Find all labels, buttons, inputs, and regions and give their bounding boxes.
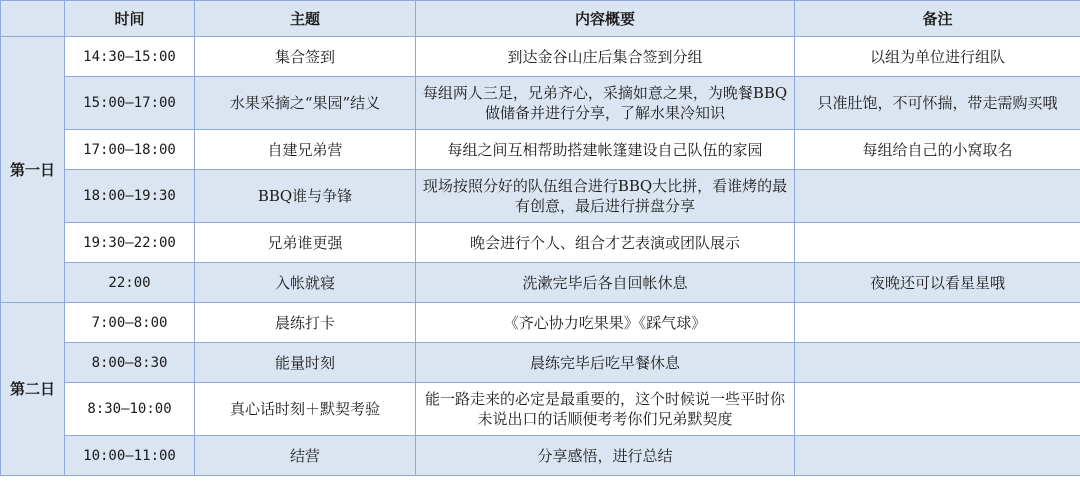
topic-cell: 结营 <box>195 436 416 476</box>
table-row <box>1 343 1080 383</box>
table-row <box>1 37 1080 77</box>
time-cell: 18:00—19:30 <box>65 170 195 223</box>
time-cell: 15:00—17:00 <box>65 77 195 130</box>
header-time: 时间 <box>65 1 195 37</box>
time-cell: 8:00—8:30 <box>65 343 195 383</box>
time-cell: 22:00 <box>65 263 195 303</box>
topic-cell: 自建兄弟营 <box>195 130 416 170</box>
header-topic: 主题 <box>195 1 416 37</box>
summary-cell: 洗漱完毕后各自回帐休息 <box>416 263 795 303</box>
summary-cell: 晨练完毕后吃早餐休息 <box>416 343 795 383</box>
topic-cell: 集合签到 <box>195 37 416 77</box>
time-cell: 14:30—15:00 <box>65 37 195 77</box>
remark-cell: 每组给自己的小窝取名 <box>795 130 1080 170</box>
summary-cell: 《齐心协力吃果果》《踩气球》 <box>416 303 795 343</box>
summary-cell: 晚会进行个人、组合才艺表演或团队展示 <box>416 223 795 263</box>
topic-cell: 兄弟谁更强 <box>195 223 416 263</box>
time-cell: 19:30—22:00 <box>65 223 195 263</box>
time-cell: 7:00—8:00 <box>65 303 195 343</box>
remark-cell: 只准肚饱，不可怀揣，带走需购买哦 <box>795 77 1080 130</box>
topic-cell: 晨练打卡 <box>195 303 416 343</box>
table-row <box>1 383 1080 436</box>
remark-cell <box>795 383 1080 436</box>
table-row <box>1 436 1080 476</box>
time-cell: 10:00—11:00 <box>65 436 195 476</box>
header-row <box>1 1 1080 37</box>
table-row <box>1 170 1080 223</box>
remark-cell <box>795 303 1080 343</box>
remark-cell <box>795 343 1080 383</box>
header-remark: 备注 <box>795 1 1080 37</box>
table-row <box>1 303 1080 343</box>
summary-cell: 每组两人三足，兄弟齐心，采摘如意之果，为晚餐BBQ做储备并进行分享，了解水果冷知识 <box>416 77 795 130</box>
topic-cell: 真心话时刻＋默契考验 <box>195 383 416 436</box>
summary-cell: 能一路走来的必定是最重要的，这个时候说一些平时你未说出口的话顺便考考你们兄弟默契度 <box>416 383 795 436</box>
summary-cell: 到达金谷山庄后集合签到分组 <box>416 37 795 77</box>
day-label: 第一日 <box>1 37 65 303</box>
summary-cell: 分享感悟，进行总结 <box>416 436 795 476</box>
remark-cell <box>795 436 1080 476</box>
remark-cell <box>795 223 1080 263</box>
topic-cell: BBQ谁与争锋 <box>195 170 416 223</box>
summary-cell: 每组之间互相帮助搭建帐篷建设自己队伍的家园 <box>416 130 795 170</box>
time-cell: 8:30—10:00 <box>65 383 195 436</box>
table-row <box>1 130 1080 170</box>
day-label: 第二日 <box>1 303 65 476</box>
time-cell: 17:00—18:00 <box>65 130 195 170</box>
table-row <box>1 77 1080 130</box>
topic-cell: 水果采摘之“果园”结义 <box>195 77 416 130</box>
header-summary: 内容概要 <box>416 1 795 37</box>
table-row <box>1 263 1080 303</box>
remark-cell: 以组为单位进行组队 <box>795 37 1080 77</box>
topic-cell: 能量时刻 <box>195 343 416 383</box>
remark-cell <box>795 170 1080 223</box>
summary-cell: 现场按照分好的队伍组合进行BBQ大比拼，看谁烤的最有创意，最后进行拼盘分享 <box>416 170 795 223</box>
table-row <box>1 223 1080 263</box>
remark-cell: 夜晚还可以看星星哦 <box>795 263 1080 303</box>
topic-cell: 入帐就寝 <box>195 263 416 303</box>
header-day-blank <box>1 1 65 37</box>
